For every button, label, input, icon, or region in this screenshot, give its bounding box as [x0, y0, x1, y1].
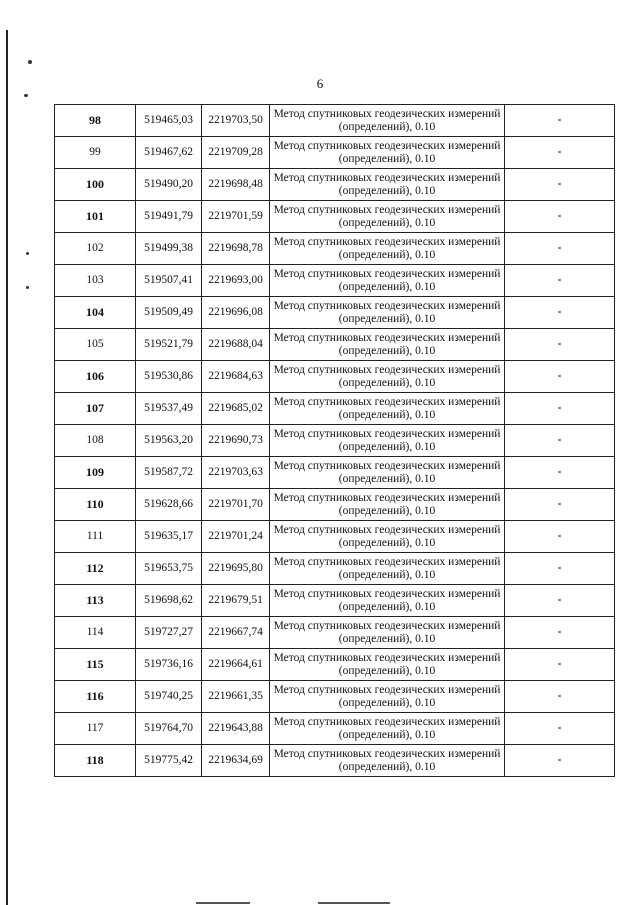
y-coordinate-cell: 2219634,69: [202, 745, 270, 777]
scan-speck: [26, 286, 29, 289]
y-coordinate-cell: 2219684,63: [202, 361, 270, 393]
method-cell: [270, 521, 505, 553]
method-cell: [270, 105, 505, 137]
method-text-line: Метод спутниковых геодезических измерений: [273, 651, 501, 664]
accuracy-cell: -: [505, 393, 615, 425]
method-cell: [270, 457, 505, 489]
point-number-cell: 112: [55, 553, 136, 585]
accuracy-cell: -: [505, 457, 615, 489]
method-cell: [270, 329, 505, 361]
method-text-line: Метод спутниковых геодезических измерений: [273, 363, 501, 376]
y-coordinate-cell: 2219685,02: [202, 393, 270, 425]
accuracy-cell: -: [505, 585, 615, 617]
table-row: [55, 297, 615, 329]
method-text-line: (определений), 0.10: [338, 344, 436, 357]
method-cell: [270, 553, 505, 585]
method-cell: [270, 681, 505, 713]
method-cell: [270, 137, 505, 169]
y-coordinate-cell: 2219703,50: [202, 105, 270, 137]
method-cell: [270, 649, 505, 681]
point-number-cell: 98: [55, 105, 136, 137]
method-cell: [270, 297, 505, 329]
y-coordinate-cell: 2219695,80: [202, 553, 270, 585]
point-number-cell: 113: [55, 585, 136, 617]
x-coordinate-cell: 519509,49: [136, 297, 202, 329]
x-coordinate-cell: 519727,27: [136, 617, 202, 649]
method-text-line: Метод спутниковых геодезических измерений: [273, 683, 501, 696]
method-cell: [270, 713, 505, 745]
point-number-cell: 100: [55, 169, 136, 201]
table-row: [55, 361, 615, 393]
x-coordinate-cell: 519499,38: [136, 233, 202, 265]
method-text-line: Метод спутниковых геодезических измерений: [273, 331, 501, 344]
method-cell: [270, 617, 505, 649]
method-cell: [270, 265, 505, 297]
accuracy-cell: -: [505, 713, 615, 745]
table-row: [55, 553, 615, 585]
point-number-cell: 101: [55, 201, 136, 233]
method-cell: [270, 233, 505, 265]
x-coordinate-cell: 519628,66: [136, 489, 202, 521]
method-cell: [270, 489, 505, 521]
method-text-line: (определений), 0.10: [338, 152, 436, 165]
method-text-line: (определений), 0.10: [338, 184, 436, 197]
table-row: [55, 329, 615, 361]
method-text-line: (определений), 0.10: [338, 440, 436, 453]
x-coordinate-cell: 519635,17: [136, 521, 202, 553]
table-row: [55, 393, 615, 425]
accuracy-cell: -: [505, 489, 615, 521]
table-row: [55, 521, 615, 553]
point-number-cell: 109: [55, 457, 136, 489]
method-text-line: (определений), 0.10: [338, 568, 436, 581]
scan-speck: [24, 94, 28, 97]
y-coordinate-cell: 2219679,51: [202, 585, 270, 617]
point-number-cell: 99: [55, 137, 136, 169]
x-coordinate-cell: 519521,79: [136, 329, 202, 361]
table-row: [55, 105, 615, 137]
table-row: [55, 745, 615, 777]
method-text-line: Метод спутниковых геодезических измерений: [273, 555, 501, 568]
method-cell: [270, 169, 505, 201]
method-text-line: (определений), 0.10: [338, 120, 436, 133]
y-coordinate-cell: 2219693,00: [202, 265, 270, 297]
method-text-line: Метод спутниковых геодезических измерений: [273, 747, 501, 760]
method-text-line: Метод спутниковых геодезических измерений: [273, 427, 501, 440]
method-text-line: (определений), 0.10: [338, 408, 436, 421]
x-coordinate-cell: 519467,62: [136, 137, 202, 169]
y-coordinate-cell: 2219698,48: [202, 169, 270, 201]
x-coordinate-cell: 519740,25: [136, 681, 202, 713]
accuracy-cell: -: [505, 553, 615, 585]
accuracy-cell: -: [505, 169, 615, 201]
accuracy-cell: -: [505, 105, 615, 137]
method-text-line: (определений), 0.10: [338, 248, 436, 261]
accuracy-cell: -: [505, 745, 615, 777]
x-coordinate-cell: 519764,70: [136, 713, 202, 745]
accuracy-cell: -: [505, 649, 615, 681]
method-text-line: Метод спутниковых геодезических измерений: [273, 203, 501, 216]
method-text-line: Метод спутниковых геодезических измерений: [273, 139, 501, 152]
y-coordinate-cell: 2219643,88: [202, 713, 270, 745]
point-number-cell: 104: [55, 297, 136, 329]
table-row: [55, 617, 615, 649]
y-coordinate-cell: 2219667,74: [202, 617, 270, 649]
x-coordinate-cell: 519653,75: [136, 553, 202, 585]
y-coordinate-cell: 2219688,04: [202, 329, 270, 361]
accuracy-cell: -: [505, 681, 615, 713]
point-number-cell: 116: [55, 681, 136, 713]
method-text-line: (определений), 0.10: [338, 280, 436, 293]
page-number: 6: [316, 76, 324, 91]
accuracy-cell: -: [505, 201, 615, 233]
method-text-line: (определений), 0.10: [338, 504, 436, 517]
method-text-line: (определений), 0.10: [338, 664, 436, 677]
y-coordinate-cell: 2219701,59: [202, 201, 270, 233]
method-text-line: (определений), 0.10: [338, 728, 436, 741]
point-number-cell: 105: [55, 329, 136, 361]
y-coordinate-cell: 2219696,08: [202, 297, 270, 329]
scan-left-edge: [6, 30, 8, 905]
x-coordinate-cell: 519775,42: [136, 745, 202, 777]
accuracy-cell: -: [505, 361, 615, 393]
x-coordinate-cell: 519465,03: [136, 105, 202, 137]
x-coordinate-cell: 519736,16: [136, 649, 202, 681]
method-text-line: Метод спутниковых геодезических измерений: [273, 267, 501, 280]
table-row: [55, 425, 615, 457]
method-text-line: (определений), 0.10: [338, 600, 436, 613]
table-row: [55, 265, 615, 297]
method-text-line: (определений), 0.10: [338, 632, 436, 645]
x-coordinate-cell: 519698,62: [136, 585, 202, 617]
method-text-line: Метод спутниковых геодезических измерений: [273, 587, 501, 600]
point-number-cell: 103: [55, 265, 136, 297]
accuracy-cell: -: [505, 521, 615, 553]
point-number-cell: 118: [55, 745, 136, 777]
method-text-line: (определений), 0.10: [338, 472, 436, 485]
accuracy-cell: -: [505, 137, 615, 169]
method-text-line: (определений), 0.10: [338, 216, 436, 229]
x-coordinate-cell: 519587,72: [136, 457, 202, 489]
point-number-cell: 111: [55, 521, 136, 553]
accuracy-cell: -: [505, 265, 615, 297]
x-coordinate-cell: 519563,20: [136, 425, 202, 457]
accuracy-cell: -: [505, 329, 615, 361]
method-text-line: (определений), 0.10: [338, 760, 436, 773]
table-row: [55, 713, 615, 745]
accuracy-cell: -: [505, 617, 615, 649]
method-text-line: (определений), 0.10: [338, 696, 436, 709]
point-number-cell: 108: [55, 425, 136, 457]
y-coordinate-cell: 2219701,70: [202, 489, 270, 521]
table-row: [55, 137, 615, 169]
method-text-line: Метод спутниковых геодезических измерений: [273, 171, 501, 184]
table-row: [55, 489, 615, 521]
point-number-cell: 107: [55, 393, 136, 425]
y-coordinate-cell: 2219701,24: [202, 521, 270, 553]
method-text-line: Метод спутниковых геодезических измерений: [273, 491, 501, 504]
x-coordinate-cell: 519507,41: [136, 265, 202, 297]
method-text-line: Метод спутниковых геодезических измерений: [273, 619, 501, 632]
point-number-cell: 106: [55, 361, 136, 393]
table-row: [55, 585, 615, 617]
method-text-line: Метод спутниковых геодезических измерений: [273, 523, 501, 536]
method-text-line: Метод спутниковых геодезических измерений: [273, 459, 501, 472]
y-coordinate-cell: 2219698,78: [202, 233, 270, 265]
x-coordinate-cell: 519530,86: [136, 361, 202, 393]
table-row: [55, 681, 615, 713]
x-coordinate-cell: 519491,79: [136, 201, 202, 233]
y-coordinate-cell: 2219664,61: [202, 649, 270, 681]
table-row: [55, 649, 615, 681]
accuracy-cell: -: [505, 233, 615, 265]
method-cell: [270, 361, 505, 393]
x-coordinate-cell: 519537,49: [136, 393, 202, 425]
method-cell: [270, 393, 505, 425]
y-coordinate-cell: 2219703,63: [202, 457, 270, 489]
y-coordinate-cell: 2219661,35: [202, 681, 270, 713]
accuracy-cell: -: [505, 425, 615, 457]
method-cell: [270, 425, 505, 457]
table-row: [55, 233, 615, 265]
y-coordinate-cell: 2219690,73: [202, 425, 270, 457]
y-coordinate-cell: 2219709,28: [202, 137, 270, 169]
point-number-cell: 117: [55, 713, 136, 745]
method-text-line: (определений), 0.10: [338, 376, 436, 389]
method-text-line: Метод спутниковых геодезических измерений: [273, 107, 501, 120]
x-coordinate-cell: 519490,20: [136, 169, 202, 201]
method-text-line: Метод спутниковых геодезических измерений: [273, 715, 501, 728]
method-text-line: Метод спутниковых геодезических измерений: [273, 235, 501, 248]
method-cell: [270, 585, 505, 617]
method-text-line: (определений), 0.10: [338, 312, 436, 325]
accuracy-cell: -: [505, 297, 615, 329]
coordinates-table: [54, 104, 615, 777]
method-text-line: (определений), 0.10: [338, 536, 436, 549]
method-text-line: Метод спутниковых геодезических измерений: [273, 299, 501, 312]
footer-line: [196, 902, 250, 904]
point-number-cell: 110: [55, 489, 136, 521]
coordinates-table-body: [55, 105, 615, 777]
table-row: [55, 169, 615, 201]
method-cell: [270, 745, 505, 777]
footer-line: [318, 902, 390, 904]
method-cell: [270, 201, 505, 233]
scan-speck: [26, 252, 29, 255]
point-number-cell: 115: [55, 649, 136, 681]
scan-speck: [28, 60, 32, 64]
table-row: [55, 457, 615, 489]
point-number-cell: 114: [55, 617, 136, 649]
table-row: [55, 201, 615, 233]
point-number-cell: 102: [55, 233, 136, 265]
method-text-line: Метод спутниковых геодезических измерений: [273, 395, 501, 408]
